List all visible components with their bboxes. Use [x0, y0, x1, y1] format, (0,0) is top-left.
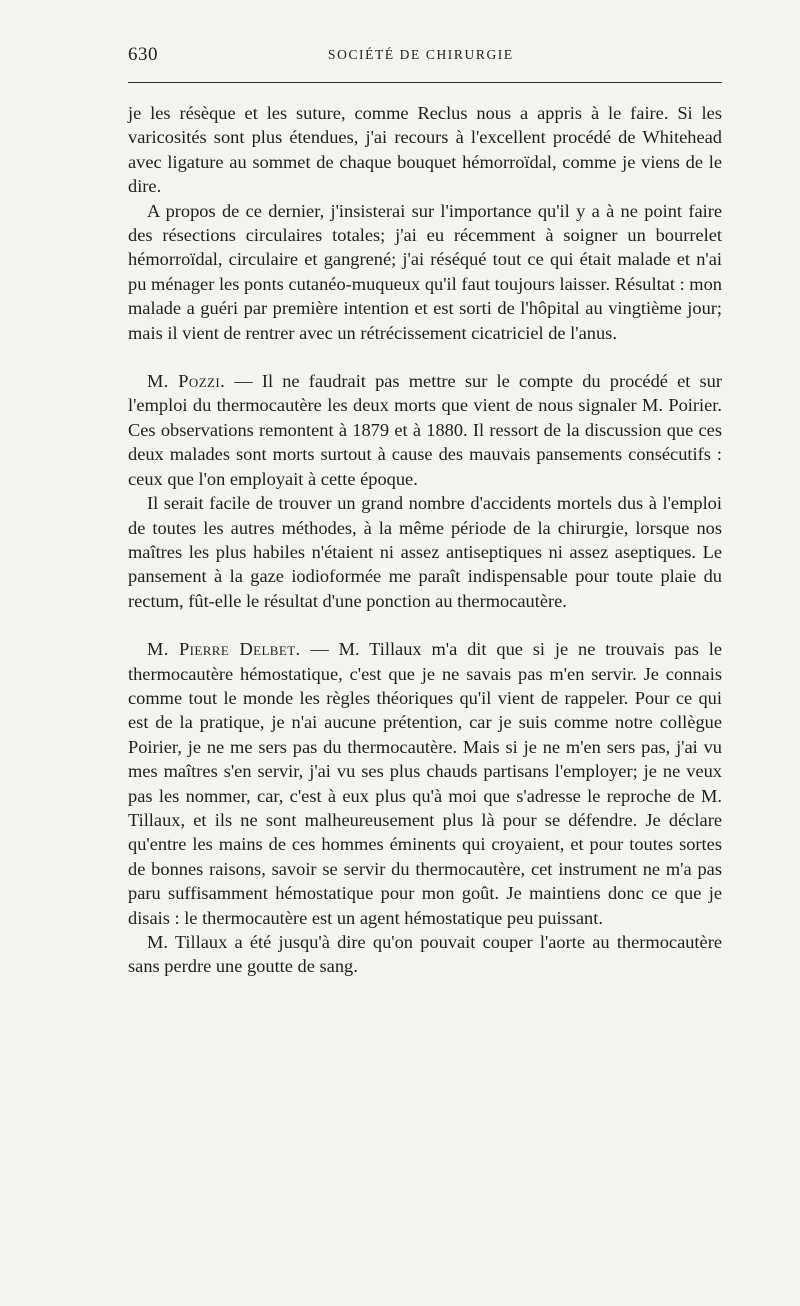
- paragraph-tillaux: M. Tillaux a été jusqu'à dire qu'on pouvait couper l'aorte au thermocautère sans perdre une goutte de sang.: [128, 932, 722, 977]
- paragraph-resections: A propos de ce dernier, j'insisterai sur l'importance qu'il y a à ne point faire des résections circulaires totales; j'ai eu récemment à soigner un bourrelet hémorroïdal, circulaire et gangrené; j'ai réséqué tout ce qui était malade et n'ai pu ménager les ponts cutanéo-muqueux qu'il faut toujours laisser. Résultat : mon malade a guéri par première intention et est sorti de l'hôpital au vingtième jour; mais il vient de rentrer avec un rétrécissement cicatriciel de l'anus.: [128, 200, 722, 343]
- speaker-name: M. Pierre Delbet.: [147, 639, 301, 660]
- running-head: [128, 44, 722, 72]
- header-rule: [128, 82, 722, 83]
- paragraph-gap: [128, 345, 722, 369]
- paragraph-pozzi: [128, 369, 722, 491]
- journal-title: SOCIÉTÉ DE CHIRURGIE: [328, 47, 514, 62]
- paragraph-text: — Il ne faudrait pas mettre sur le compte du procédé et sur l'emploi du thermocautère les deux morts que vient de nous signaler M. Poirier. Ces observations remontent à 1879 et à 1880. Il ressort de la discussion que ces deux malades sont morts surtout à cause des mauvais pansements consécutifs : ceux que l'on employait à cette époque.: [128, 371, 723, 489]
- body-text: [128, 101, 722, 979]
- page-number: 630: [128, 44, 158, 65]
- paragraph-delbet: [128, 637, 722, 930]
- speaker-name: M. Pozzi.: [147, 371, 226, 392]
- paragraph-continuation: je les résèque et les suture, comme Reclus nous a appris à le faire. Si les varicosités sont plus étendues, j'ai recours à l'excellent procédé de Whitehead avec ligature au sommet de chaque bouquet hémorroïdal, comme je viens de le dire.: [128, 103, 722, 197]
- document-page: [128, 0, 722, 1306]
- paragraph-text: — M. Tillaux m'a dit que si je ne trouvais pas le thermocautère hémostatique, c'est que je ne savais pas m'en servir. Je connais comme tout le monde les règles théoriques qu'il vient de rappeler. Pour ce qui est de la pratique, je n'ai aucune prétention, car je suis comme notre collègue Poirier, je ne me sers pas du thermocautère. Mais si je ne m'en sers pas, j'ai vu mes maîtres s'en servir, j'ai vu ses plus chauds partisans l'employer; je ne veux pas les nommer, car, c'est à eux plus qu'à moi que s'adresse le reproche de M. Tillaux, et ils ne sont malheureusement plus là pour se défendre. Je déclare qu'entre les mains de ces hommes éminents qui croyaient, et pour toutes sortes de bonnes raisons, savoir se servir du thermocautère, cet instrument ne m'a pas paru suffisamment hémostatique pour mon goût. Je maintiens donc ce que je disais : le thermocautère est un agent hémostatique peu puissant.: [128, 639, 722, 928]
- paragraph-gap: [128, 613, 722, 637]
- paragraph-accidents: Il serait facile de trouver un grand nombre d'accidents mortels dus à l'emploi de toutes les autres méthodes, à la même période de la chirurgie, lorsque nos maîtres les plus habiles n'étaient ni assez antiseptiques ni assez aseptiques. Le pansement à la gaze iodioformée me paraît indispensable pour toute plaie du rectum, fût-elle le résultat d'une ponction au thermocautère.: [128, 493, 722, 611]
